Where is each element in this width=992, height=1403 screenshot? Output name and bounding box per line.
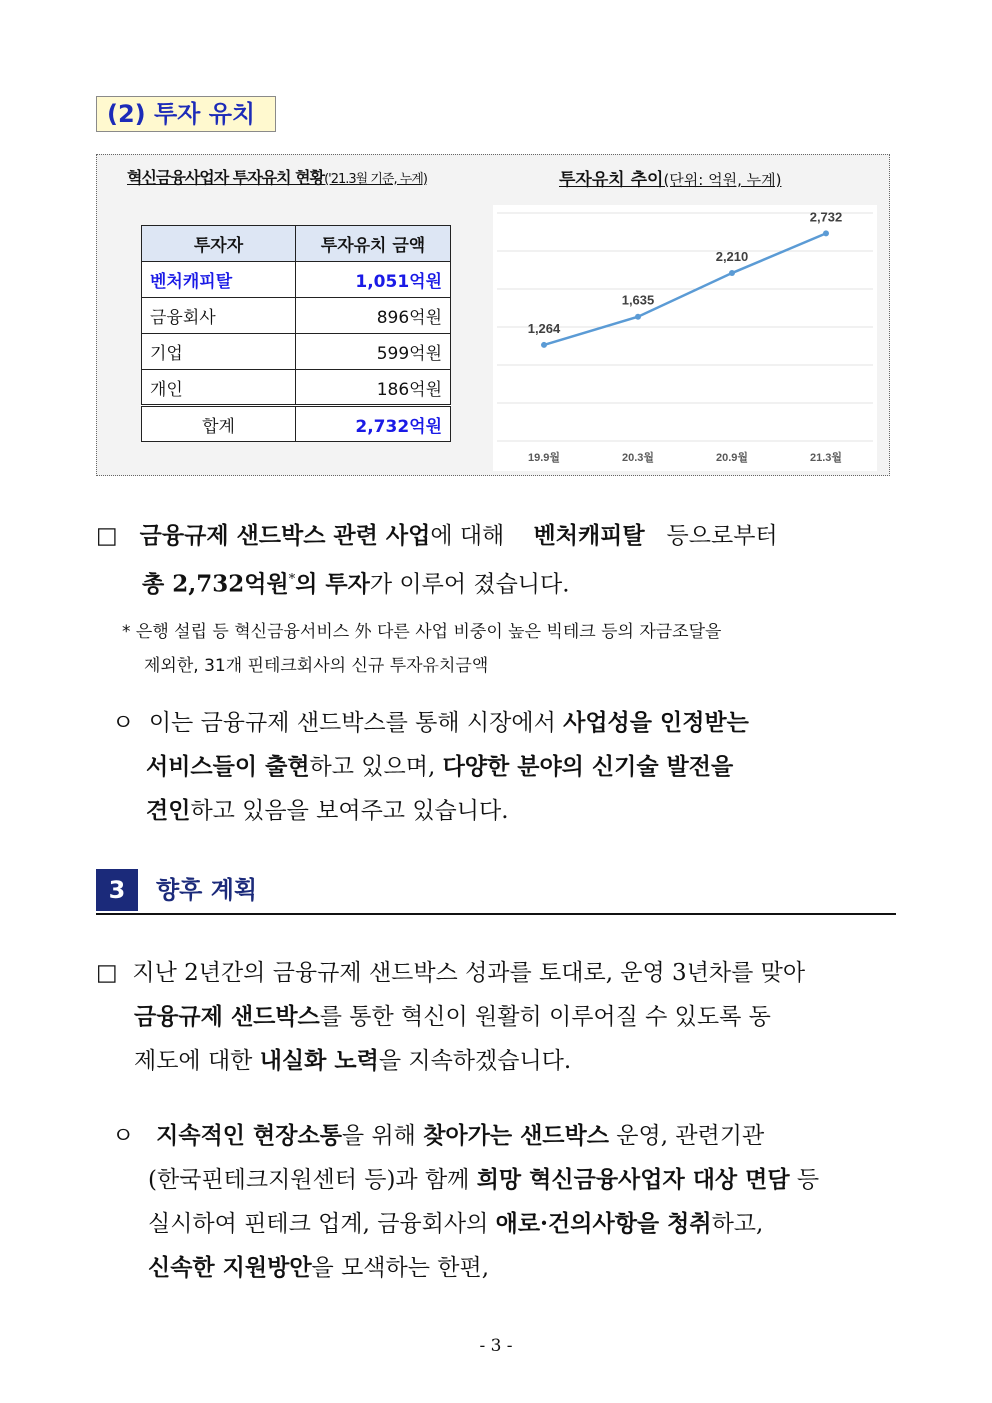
bullet-square: □ — [96, 523, 118, 549]
text: 등 — [789, 1167, 820, 1193]
data-point — [635, 314, 641, 320]
row-amount: 186억원 — [296, 370, 451, 406]
row-investor: 기업 — [142, 334, 296, 370]
footnote-line: 제외한, 31개 핀테크회사의 신규 투자유치금액 — [144, 656, 489, 676]
data-point — [541, 342, 547, 348]
row-investor: 개인 — [142, 370, 296, 406]
x-tick-label: 20.9월 — [715, 452, 749, 464]
table-title-note: ('21.3월 기준, 누계) — [324, 172, 427, 187]
header-investor: 투자자 — [142, 226, 296, 262]
bullet-circle: ㅇ — [112, 1123, 135, 1149]
table-total-row — [142, 406, 451, 442]
text: 을 모색하는 한편, — [311, 1255, 490, 1281]
data-point — [729, 270, 735, 276]
investment-summary-box — [96, 154, 890, 476]
text: 지난 2년간의 금융규제 샌드박스 성과를 토대로, 운영 3년차를 맞아 — [132, 960, 806, 986]
emphasis: 총 2,732억원 — [142, 570, 289, 598]
data-label: 2,210 — [715, 249, 749, 265]
paragraph-line — [112, 789, 749, 833]
table-title — [127, 165, 427, 188]
x-tick-label: 20.3월 — [621, 452, 655, 464]
table-title-text: 혁신금융사업자 투자유치 현황 — [127, 168, 325, 187]
emphasis: 의 투자 — [295, 570, 370, 598]
emphasis: 다양한 분야의 신기술 발전을 — [442, 753, 734, 780]
text: 하고 있음을 보여주고 있습니다. — [190, 798, 509, 824]
row-amount: 896억원 — [296, 298, 451, 334]
paragraph-line — [96, 558, 778, 607]
data-label: 1,264 — [527, 320, 561, 336]
text: 하고 있으며, — [309, 754, 443, 780]
section-number: 3 — [96, 869, 138, 911]
row-investor: 벤처캐피탈 — [142, 262, 296, 298]
investment-trend-chart — [493, 205, 877, 471]
chart-plot-background — [493, 205, 877, 471]
text: 이는 금융규제 샌드박스를 통해 시장에서 — [148, 710, 564, 736]
table-row — [142, 298, 451, 334]
paragraph-plan-detail — [112, 1114, 819, 1290]
text: 을 지속하겠습니다. — [378, 1048, 572, 1074]
chart-title — [559, 165, 781, 190]
paragraph-line — [96, 514, 778, 558]
paragraph-line — [96, 1039, 805, 1083]
paragraph-significance — [112, 701, 749, 833]
text: 에 대해 — [430, 523, 512, 549]
bullet-circle: ㅇ — [112, 710, 135, 736]
row-amount: 1,051억원 — [296, 262, 451, 298]
table-header-row — [142, 226, 451, 262]
emphasis: 사업성을 인정받는 — [563, 709, 749, 736]
text: 제도에 대한 — [134, 1048, 260, 1074]
text: 하고, — [711, 1211, 764, 1237]
total-amount: 2,732억원 — [296, 406, 451, 442]
paragraph-line — [112, 1158, 819, 1202]
emphasis: 애로·건의사항을 청취 — [495, 1210, 712, 1237]
emphasis: 찾아가는 샌드박스 — [423, 1122, 609, 1149]
paragraph-investment-result — [96, 514, 778, 607]
total-label: 합계 — [142, 406, 296, 442]
footnote-mark: * — [288, 572, 296, 587]
x-tick-label: 21.3월 — [809, 452, 843, 464]
section-heading-investment: (2) 투자 유치 — [96, 96, 276, 132]
text: 가 이루어 졌습니다. — [369, 571, 570, 598]
text: 운영, 관련기관 — [608, 1123, 765, 1149]
data-label: 2,732 — [809, 209, 843, 225]
chart-title-text: 투자유치 추이 — [559, 170, 664, 190]
chart-title-note: (단위: 억원, 누계) — [663, 171, 782, 189]
emphasis: 벤처캐피탈 — [533, 522, 645, 549]
section-title: 향후 계획 — [156, 876, 258, 904]
investment-table — [141, 225, 451, 442]
footnote-line: * 은행 설립 등 혁신금융서비스 外 다른 사업 비중이 높은 빅테크 등의 자금조달을 — [122, 622, 722, 642]
emphasis: 내실화 노력 — [259, 1047, 379, 1074]
emphasis: 견인 — [146, 797, 191, 824]
table-row — [142, 262, 451, 298]
section-heading-future-plan — [96, 869, 896, 915]
footnote — [122, 615, 721, 683]
emphasis: 신속한 지원방안 — [148, 1254, 312, 1281]
table-row — [142, 370, 451, 406]
data-point — [823, 230, 829, 236]
data-label: 1,635 — [621, 292, 655, 308]
paragraph-line — [96, 995, 805, 1039]
emphasis: 지속적인 현장소통 — [156, 1122, 342, 1149]
row-amount: 599억원 — [296, 334, 451, 370]
header-amount: 투자유치 금액 — [296, 226, 451, 262]
text: 을 위해 — [341, 1123, 424, 1149]
paragraph-line — [112, 1246, 819, 1290]
row-investor: 금융회사 — [142, 298, 296, 334]
paragraph-line — [112, 701, 749, 745]
bullet-square: □ — [96, 960, 118, 986]
emphasis: 금융규제 샌드박스 관련 사업 — [139, 522, 431, 549]
emphasis: 금융규제 샌드박스 — [134, 1003, 320, 1030]
paragraph-plan-intro — [96, 952, 805, 1083]
text: 를 통한 혁신이 원활히 이루어질 수 있도록 동 — [319, 1004, 771, 1030]
text: 실시하여 핀테크 업계, 금융회사의 — [148, 1211, 496, 1237]
paragraph-line — [112, 1114, 819, 1158]
page-number: - 3 - — [479, 1336, 513, 1356]
emphasis: 서비스들이 출현 — [146, 753, 310, 780]
paragraph-line — [112, 1202, 819, 1246]
emphasis: 희망 혁신금융사업자 대상 면담 — [476, 1166, 790, 1193]
paragraph-line — [112, 745, 749, 789]
text: (한국핀테크지원센터 등)과 함께 — [148, 1167, 477, 1193]
text: 등으로부터 — [659, 523, 778, 549]
table-row — [142, 334, 451, 370]
x-tick-label: 19.9월 — [527, 452, 561, 464]
paragraph-line — [96, 952, 805, 995]
